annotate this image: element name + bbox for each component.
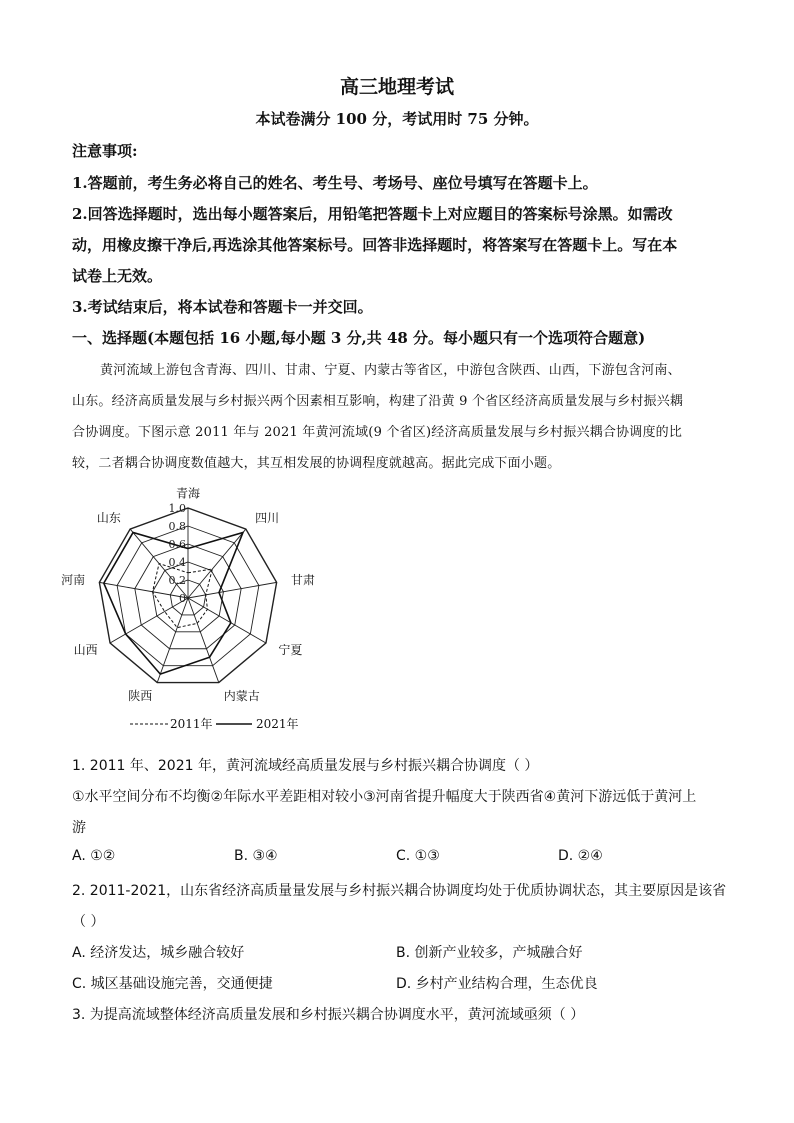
note-item-2: 2.回答选择题时，选出每小题答案后，用铅笔把答题卡上对应题目的答案标号涂黑。如需改 bbox=[72, 205, 673, 223]
passage-line-4: 较，二者耦合协调度数值越大，其互相发展的协调程度就越高。据此完成下面小题。 bbox=[72, 456, 561, 471]
question-3-stem: 3. 为提高流域整体经济高质量发展和乡村振兴耦合协调度水平，黄河流域亟须（ ） bbox=[72, 1007, 585, 1023]
note-item-2-cont: 动，用橡皮擦干净后,再选涂其他答案标号。回答非选择题时，将答案写在答题卡上。写在本 bbox=[72, 236, 678, 254]
tick-label: 0.6 bbox=[168, 538, 186, 551]
passage-line-2: 山东。经济高质量发展与乡村振兴两个因素相互影响，构建了沿黄 9 个省区经济高质量发展与乡村振兴耦 bbox=[72, 394, 684, 409]
tick-label: 0 bbox=[179, 592, 186, 605]
axis-label: 甘肃 bbox=[290, 572, 315, 587]
note-item-2-end: 试卷上无效。 bbox=[72, 267, 163, 285]
question-1-statements: ①水平空间分布不均衡②年际水平差距相对较小③河南省提升幅度大于陕西省④黄河下游远低于黄河上 bbox=[72, 789, 697, 805]
page-title: 高三地理考试 bbox=[339, 76, 454, 98]
question-1-option-a[interactable]: A. ①② bbox=[72, 848, 116, 864]
question-1-option-b[interactable]: B. ③④ bbox=[234, 848, 278, 864]
tick-label: 1.0 bbox=[168, 502, 186, 515]
axis-label: 青海 bbox=[175, 486, 201, 501]
axis-spoke bbox=[110, 598, 188, 643]
axis-label: 四川 bbox=[255, 511, 280, 526]
question-1-stem: 1. 2011 年、2021 年，黄河流域经高质量发展与乡村振兴耦合协调度（ ） bbox=[72, 758, 539, 774]
axis-spoke bbox=[188, 582, 277, 598]
question-2-option-d[interactable]: D. 乡村产业结构合理，生态优良 bbox=[396, 976, 598, 992]
axis-label: 宁夏 bbox=[278, 643, 303, 658]
axis-label: 山东 bbox=[96, 511, 121, 526]
note-item-1: 1.答题前，考生务必将自己的姓名、考生号、考场号、座位号填写在答题卡上。 bbox=[72, 174, 598, 192]
axis-spoke bbox=[188, 598, 266, 643]
question-2-option-c[interactable]: C. 城区基础设施完善，交通便捷 bbox=[72, 976, 273, 992]
axis-label: 陕西 bbox=[128, 689, 153, 704]
question-1-option-c[interactable]: C. ①③ bbox=[396, 848, 440, 864]
question-1-option-d[interactable]: D. ②④ bbox=[558, 848, 603, 864]
exam-info: 本试卷满分 100 分，考试用时 75 分钟。 bbox=[255, 110, 539, 128]
note-item-3: 3.考试结束后，将本试卷和答题卡一并交回。 bbox=[72, 298, 373, 316]
tick-label: 0.2 bbox=[168, 574, 186, 587]
notes-heading: 注意事项: bbox=[72, 142, 138, 160]
axis-spoke bbox=[188, 598, 219, 683]
section-heading: 一、选择题(本题包括 16 小题,每小题 3 分,共 48 分。每小题只有一个选项符合题意) bbox=[72, 329, 646, 347]
passage-line-3: 合协调度。下图示意 2011 年与 2021 年黄河流域(9 个省区)经济高质量发展与乡村振兴耦合协调度的比 bbox=[72, 425, 683, 440]
axis-label: 河南 bbox=[61, 572, 86, 587]
radar-chart bbox=[61, 486, 315, 738]
legend-label-2021: 2021年 bbox=[256, 717, 299, 731]
axis-label: 内蒙古 bbox=[223, 689, 260, 704]
legend-label-2011: 2011年 bbox=[170, 717, 213, 731]
axis-label: 山西 bbox=[73, 643, 98, 658]
tick-label: 0.4 bbox=[168, 556, 186, 569]
question-2-stem: 2. 2011-2021，山东省经济高质量量发展与乡村振兴耦合协调度均处于优质协调状态，其主要原因是该省 bbox=[72, 883, 727, 899]
tick-label: 0.8 bbox=[168, 520, 186, 533]
question-2-blank: （ ） bbox=[72, 914, 105, 930]
passage-line-1: 黄河流域上游包含青海、四川、甘肃、宁夏、内蒙古等省区，中游包含陕西、山西，下游包含河南、 bbox=[100, 363, 681, 378]
question-2-option-a[interactable]: A. 经济发达，城乡融合较好 bbox=[72, 945, 245, 961]
series-line-1 bbox=[104, 533, 243, 675]
question-2-option-b[interactable]: B. 创新产业较多，产城融合好 bbox=[396, 945, 583, 961]
question-1-statements-end: 游 bbox=[72, 820, 86, 836]
